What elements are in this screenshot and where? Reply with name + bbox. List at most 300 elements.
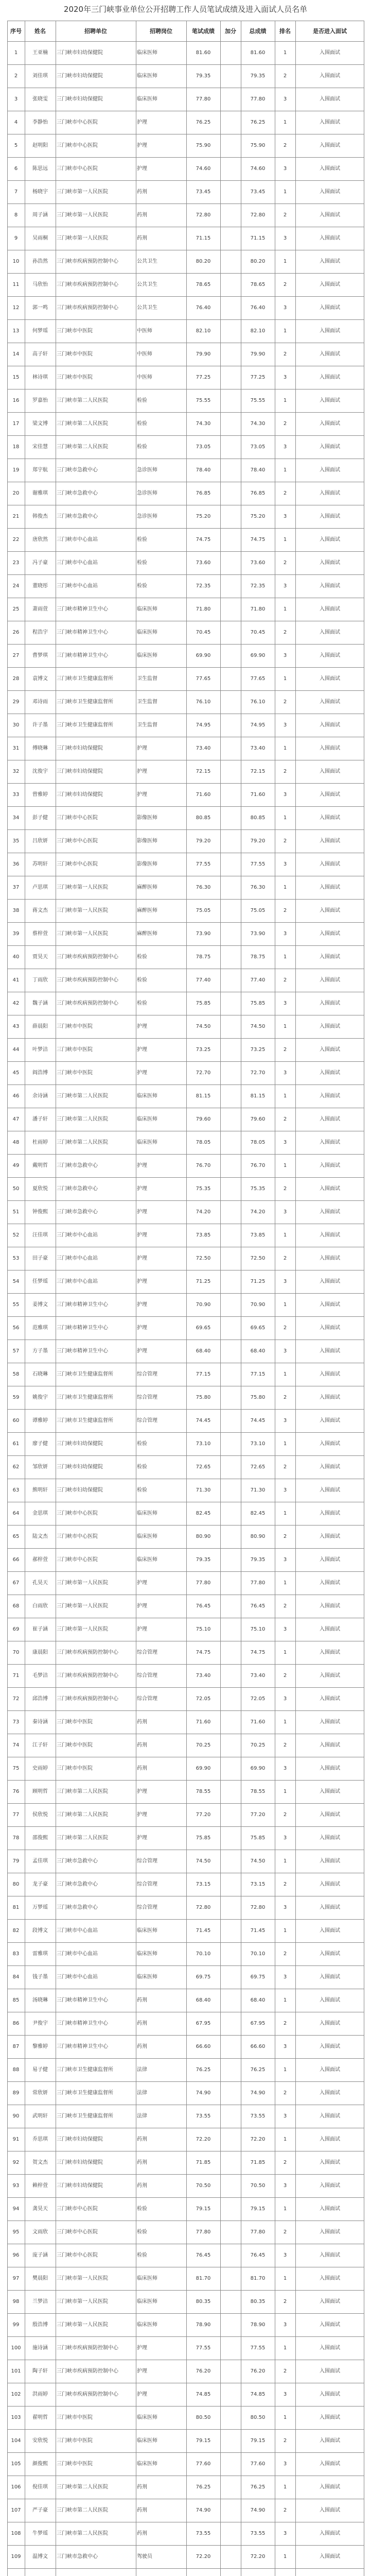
cell-result: 入围面试: [320, 583, 340, 589]
cell-rank: 3: [283, 861, 287, 867]
cell-rank: 2: [283, 908, 287, 913]
cell-index: 22: [12, 537, 20, 543]
cell-total-score: 73.40: [250, 745, 266, 751]
cell-name: 马欣怡: [32, 282, 48, 287]
cell-name: 丁雨欣: [32, 977, 48, 983]
cell-total-score: 75.55: [250, 398, 266, 403]
cell-name: 邵俊熙: [32, 1835, 48, 1841]
cell-bonus: [220, 157, 241, 180]
cell-written-score: 78.65: [196, 282, 211, 287]
cell-unit: 三门峡市第二人民医院: [57, 398, 108, 403]
cell-rank: 1: [283, 1997, 287, 2003]
cell-result: 入围面试: [320, 2392, 340, 2397]
cell-total-score: 76.25: [250, 2484, 266, 2490]
cell-result: 入围面试: [320, 676, 340, 682]
cell-bonus: [220, 1154, 241, 1177]
cell-written-score: 73.10: [196, 1441, 211, 1447]
cell-index: 92: [12, 2160, 20, 2165]
row-divider: [7, 1061, 364, 1062]
cell-post: 临床医师: [137, 1116, 157, 1122]
cell-name: 周子涵: [32, 212, 48, 218]
cell-post: 检验: [137, 1001, 147, 1006]
cell-total-score: 82.10: [250, 328, 266, 334]
cell-written-score: 78.40: [196, 467, 211, 473]
cell-name: 许子墨: [32, 722, 48, 728]
cell-unit: 三门峡市精神卫生中心: [57, 1348, 108, 1354]
cell-post: 临床医师: [137, 1974, 157, 1980]
cell-bonus: [220, 2383, 241, 2406]
cell-total-score: 74.75: [250, 537, 266, 543]
cell-index: 83: [12, 1951, 20, 1957]
cell-bonus: [220, 760, 241, 783]
cell-written-score: 70.50: [196, 2183, 211, 2189]
cell-name: 冯子豪: [32, 560, 48, 566]
cell-index: 1: [14, 50, 18, 56]
cell-total-score: 72.15: [250, 769, 266, 774]
cell-index: 55: [12, 1302, 20, 1308]
cell-unit: 三门峡市中心医院: [57, 2229, 98, 2235]
cell-bonus: [220, 1131, 241, 1154]
cell-total-score: 72.70: [250, 1070, 266, 1076]
cell-unit: 三门峡市中医院: [57, 1070, 93, 1076]
cell-rank: 3: [283, 375, 287, 380]
cell-index: 17: [12, 421, 20, 427]
cell-unit: 三门峡市第一人民医院: [57, 2322, 108, 2328]
cell-name: 薛晨阳: [32, 1024, 48, 1029]
cell-unit: 三门峡市急救中心: [57, 1905, 98, 1910]
cell-result: 入围面试: [320, 1140, 340, 1145]
cell-bonus: [220, 1340, 241, 1363]
column-divider: [295, 21, 296, 2576]
cell-name: 钱子墨: [32, 1974, 48, 1980]
cell-index: 66: [12, 1557, 20, 1563]
cell-written-score: 80.50: [196, 2415, 211, 2420]
row-divider: [7, 574, 364, 575]
cell-rank: 3: [283, 1140, 287, 1145]
cell-result: 入围面试: [320, 1325, 340, 1331]
cell-rank: 1: [283, 815, 287, 821]
cell-written-score: 68.40: [196, 1997, 211, 2003]
cell-unit: 三门峡市中医院: [57, 1024, 93, 1029]
cell-total-score: 76.40: [250, 305, 266, 311]
row-divider: [7, 1316, 364, 1317]
cell-index: 104: [11, 2438, 21, 2444]
cell-total-score: 69.65: [250, 1325, 266, 1331]
cell-unit: 三门峡市第二人民医院: [57, 1789, 108, 1794]
column-header-post: 招聘岗位: [150, 27, 172, 35]
cell-post: 药剂: [137, 212, 147, 218]
cell-index: 84: [12, 1974, 20, 1980]
cell-post: 药剂: [137, 2137, 147, 2142]
cell-result: 入围面试: [320, 931, 340, 937]
cell-unit: 三门峡市中心血站: [57, 1928, 98, 1934]
cell-result: 入围面试: [320, 490, 340, 496]
column-header-result: 是否进入面试: [313, 27, 347, 35]
cell-total-score: 79.20: [250, 838, 266, 844]
cell-total-score: 77.65: [250, 676, 266, 682]
cell-total-score: 75.85: [250, 1835, 266, 1841]
cell-written-score: 77.25: [196, 375, 211, 380]
cell-rank: 2: [283, 2229, 287, 2235]
cell-unit: 三门峡市中心血站: [57, 560, 98, 566]
cell-rank: 3: [283, 1835, 287, 1841]
cell-total-score: 77.25: [250, 375, 266, 380]
cell-name: 傅晓琳: [32, 745, 48, 751]
cell-total-score: 76.45: [250, 1603, 266, 1609]
cell-index: 85: [12, 1997, 20, 2003]
cell-total-score: 68.40: [250, 1348, 266, 1354]
cell-written-score: 80.85: [196, 815, 211, 821]
cell-rank: 1: [283, 1928, 287, 1934]
cell-index: 45: [12, 1070, 20, 1076]
cell-bonus: [220, 667, 241, 690]
cell-bonus: [220, 389, 241, 412]
cell-rank: 2: [283, 1395, 287, 1400]
row-divider: [7, 899, 364, 900]
cell-result: 入围面试: [320, 977, 340, 983]
cell-total-score: 71.80: [250, 606, 266, 612]
cell-name: 彭子健: [32, 815, 48, 821]
cell-bonus: [220, 644, 241, 667]
cell-index: 46: [12, 1093, 20, 1099]
cell-index: 8: [14, 212, 18, 218]
cell-post: 护理: [137, 1835, 147, 1841]
row-divider: [7, 644, 364, 645]
cell-result: 入围面试: [320, 815, 340, 821]
cell-post: 检验: [137, 2229, 147, 2235]
cell-name: 宋佳慧: [32, 444, 48, 450]
cell-post: 急诊医师: [137, 467, 157, 473]
cell-unit: 三门峡市卫生健康监督所: [57, 722, 113, 728]
cell-bonus: [220, 1247, 241, 1270]
cell-bonus: [220, 459, 241, 482]
cell-unit: 三门峡市第二人民医院: [57, 1140, 108, 1145]
cell-result: 入围面试: [320, 1882, 340, 1887]
cell-post: 检验: [137, 954, 147, 960]
cell-result: 入围面试: [320, 1464, 340, 1470]
cell-result: 入围面试: [320, 699, 340, 705]
cell-result: 入围面试: [320, 1928, 340, 1934]
cell-post: 影像医师: [137, 838, 157, 844]
cell-bonus: [220, 2429, 241, 2452]
cell-post: 药剂: [137, 2044, 147, 2049]
cell-index: 30: [12, 722, 20, 728]
cell-index: 10: [12, 259, 20, 264]
cell-name: 常欣妍: [32, 2090, 48, 2096]
cell-result: 入围面试: [320, 537, 340, 543]
cell-rank: 3: [283, 2461, 287, 2467]
cell-post: 护理: [137, 1812, 147, 1818]
cell-result: 入围面试: [320, 722, 340, 728]
cell-total-score: 79.60: [250, 1116, 266, 1122]
cell-index: 63: [12, 1487, 20, 1493]
cell-written-score: 76.10: [196, 699, 211, 705]
cell-rank: 2: [283, 73, 287, 79]
cell-bonus: [220, 88, 241, 111]
cell-bonus: [220, 2267, 241, 2290]
cell-post: 检验: [137, 977, 147, 983]
cell-bonus: [220, 2035, 241, 2058]
cell-written-score: 75.35: [196, 1186, 211, 1192]
cell-bonus: [220, 783, 241, 806]
cell-post: 临床医师: [137, 2322, 157, 2328]
cell-post: 护理: [137, 1047, 147, 1053]
cell-index: 94: [12, 2206, 20, 2212]
cell-written-score: 76.25: [196, 2484, 211, 2490]
cell-index: 31: [12, 745, 20, 751]
cell-written-score: 68.40: [196, 1348, 211, 1354]
cell-rank: 2: [283, 1534, 287, 1539]
cell-unit: 三门峡市妇幼保健院: [57, 73, 103, 79]
cell-rank: 3: [283, 2113, 287, 2119]
cell-result: 入围面试: [320, 2276, 340, 2281]
cell-total-score: 76.85: [250, 490, 266, 496]
cell-name: 乔思琪: [32, 2137, 48, 2142]
cell-total-score: 80.90: [250, 1534, 266, 1539]
cell-post: 综合管理: [137, 1882, 157, 1887]
row-divider: [7, 690, 364, 691]
cell-index: 96: [12, 2252, 20, 2258]
cell-unit: 三门峡市中心医院: [57, 1557, 98, 1563]
row-divider: [7, 157, 364, 158]
cell-unit: 三门峡市中心血站: [57, 583, 98, 589]
cell-name: 谭雅婷: [32, 1418, 48, 1423]
cell-result: 入围面试: [320, 2461, 340, 2467]
cell-total-score: 76.25: [250, 2067, 266, 2073]
cell-bonus: [220, 2244, 241, 2267]
cell-name: 吕欣妍: [32, 838, 48, 844]
cell-unit: 三门峡市急救中心: [57, 1858, 98, 1864]
cell-index: 39: [12, 931, 20, 937]
cell-index: 41: [12, 977, 20, 983]
cell-unit: 三门峡市中医院: [57, 2438, 93, 2444]
cell-rank: 1: [283, 1232, 287, 1238]
cell-rank: 2: [283, 2021, 287, 2026]
cell-index: 18: [12, 444, 20, 450]
cell-bonus: [220, 2545, 241, 2568]
cell-post: 护理: [137, 1789, 147, 1794]
cell-unit: 三门峡市精神卫生中心: [57, 653, 108, 658]
cell-total-score: 71.25: [250, 1279, 266, 1284]
column-header-name: 姓名: [34, 27, 46, 35]
cell-post: 临床医师: [137, 50, 157, 56]
cell-index: 6: [14, 166, 18, 172]
cell-bonus: [220, 111, 241, 134]
cell-result: 入围面试: [320, 1858, 340, 1864]
cell-unit: 三门峡市第一人民医院: [57, 2276, 108, 2281]
cell-post: 综合管理: [137, 1905, 157, 1910]
row-divider: [7, 2035, 364, 2036]
cell-index: 12: [12, 305, 20, 311]
cell-index: 97: [12, 2276, 20, 2281]
cell-post: 药剂: [137, 2183, 147, 2189]
row-divider: [7, 1525, 364, 1526]
row-divider: [7, 2081, 364, 2082]
cell-unit: 三门峡市中心血站: [57, 1974, 98, 1980]
cell-result: 入围面试: [320, 120, 340, 125]
cell-rank: 3: [283, 653, 287, 658]
cell-bonus: [220, 250, 241, 273]
cell-bonus: [220, 1734, 241, 1757]
cell-post: 综合管理: [137, 1858, 157, 1864]
cell-rank: 1: [283, 467, 287, 473]
cell-total-score: 77.55: [250, 2345, 266, 2351]
cell-unit: 三门峡市卫生健康监督所: [57, 699, 113, 705]
cell-total-score: 77.80: [250, 1580, 266, 1586]
cell-index: 16: [12, 398, 20, 403]
cell-rank: 1: [283, 1302, 287, 1308]
cell-bonus: [220, 598, 241, 621]
cell-written-score: 79.15: [196, 2438, 211, 2444]
cell-index: 24: [12, 583, 20, 589]
row-divider: [7, 1154, 364, 1155]
cell-unit: 三门峡市中医院: [57, 328, 93, 334]
cell-result: 入围面试: [320, 2067, 340, 2073]
cell-post: 护理: [137, 1302, 147, 1308]
cell-result: 入围面试: [320, 1302, 340, 1308]
cell-written-score: 75.10: [196, 1626, 211, 1632]
cell-written-score: 77.55: [196, 2345, 211, 2351]
cell-bonus: [220, 296, 241, 319]
cell-index: 73: [12, 1719, 20, 1725]
cell-name: 贺文杰: [32, 2160, 48, 2165]
cell-index: 91: [12, 2137, 20, 2142]
cell-name: 董晓彤: [32, 583, 48, 589]
cell-bonus: [220, 574, 241, 598]
cell-bonus: [220, 1641, 241, 1664]
cell-post: 检验: [137, 1464, 147, 1470]
cell-result: 入围面试: [320, 560, 340, 566]
cell-result: 入围面试: [320, 1232, 340, 1238]
cell-name: 侯欣悦: [32, 1812, 48, 1818]
cell-result: 入围面试: [320, 1024, 340, 1029]
cell-total-score: 71.45: [250, 1928, 266, 1934]
cell-index: 87: [12, 2044, 20, 2049]
cell-result: 入围面试: [320, 1418, 340, 1423]
cell-result: 入围面试: [320, 1603, 340, 1609]
cell-total-score: 77.40: [250, 977, 266, 983]
cell-written-score: 74.50: [196, 1024, 211, 1029]
cell-unit: 三门峡市妇幼保健院: [57, 50, 103, 56]
cell-bonus: [220, 2290, 241, 2313]
cell-total-score: 72.05: [250, 1696, 266, 1702]
cell-bonus: [220, 1780, 241, 1803]
cell-written-score: 82.10: [196, 328, 211, 334]
row-divider: [7, 945, 364, 946]
cell-written-score: 79.60: [196, 1116, 211, 1122]
cell-name: 林诗琪: [32, 375, 48, 380]
cell-result: 入围面试: [320, 2113, 340, 2119]
cell-rank: 1: [283, 2415, 287, 2420]
cell-total-score: 78.05: [250, 1140, 266, 1145]
cell-name: [25, 2568, 56, 2576]
cell-index: 20: [12, 490, 20, 496]
cell-bonus: [220, 1757, 241, 1780]
cell-total-score: 77.60: [250, 2461, 266, 2467]
row-divider: [7, 1038, 364, 1039]
cell-post: 护理: [137, 1232, 147, 1238]
cell-total-score: 72.80: [250, 212, 266, 218]
cell-result: 入围面试: [320, 653, 340, 658]
cell-name: 王亚楠: [32, 50, 48, 56]
cell-bonus: [220, 2174, 241, 2197]
cell-unit: 三门峡市急救中心: [57, 490, 98, 496]
cell-bonus: [220, 2336, 241, 2360]
cell-name: 施诗涵: [32, 2345, 48, 2351]
cell-result: 入围面试: [320, 2183, 340, 2189]
cell-name: 毛梦洁: [32, 1673, 48, 1679]
cell-written-score: 69.90: [196, 653, 211, 658]
cell-total-score: 75.05: [250, 908, 266, 913]
cell-written-score: 77.80: [196, 1580, 211, 1586]
cell-bonus: [220, 621, 241, 644]
cell-unit: 三门峡市第二人民医院: [57, 444, 108, 450]
cell-name: 樊晨阳: [32, 2276, 48, 2281]
cell-unit: 三门峡市疾病预防控制中心: [57, 1673, 118, 1679]
cell-rank: 3: [283, 2183, 287, 2189]
cell-result: 入围面试: [320, 1395, 340, 1400]
cell-bonus: [220, 1873, 241, 1896]
cell-result: 入围面试: [320, 2021, 340, 2026]
cell-index: 72: [12, 1696, 20, 1702]
row-divider: [7, 829, 364, 830]
cell-name: 严子豪: [32, 2507, 48, 2513]
cell-written-score: 71.80: [196, 606, 211, 612]
cell-index: 60: [12, 1418, 20, 1423]
cell-bonus: [220, 1502, 241, 1525]
row-divider: [7, 435, 364, 436]
cell-post: 临床医师: [137, 1140, 157, 1145]
cell-index: 54: [12, 1279, 20, 1284]
cell-post: 护理: [137, 143, 147, 148]
cell-result: 入围面试: [320, 212, 340, 218]
cell-name: 安欣悦: [32, 2438, 48, 2444]
cell-index: 11: [12, 282, 20, 287]
cell-bonus: [220, 1386, 241, 1409]
cell-rank: 3: [283, 1696, 287, 1702]
cell-total-score: 72.20: [250, 2137, 266, 2142]
cell-bonus: [220, 2452, 241, 2476]
row-divider: [7, 2174, 364, 2175]
cell-unit: 三门峡市第二人民医院: [57, 1835, 108, 1841]
cell-rank: 2: [283, 1464, 287, 1470]
cell-written-score: 70.25: [196, 1742, 211, 1748]
cell-rank: 1: [283, 2276, 287, 2281]
cell-unit: 三门峡市疾病预防控制中心: [57, 259, 118, 264]
row-divider: [7, 1455, 364, 1456]
cell-name: 杜雨婷: [32, 1140, 48, 1145]
cell-rank: 1: [283, 1511, 287, 1516]
cell-post: 临床医师: [137, 630, 157, 635]
cell-bonus: [220, 1224, 241, 1247]
cell-post: 法律: [137, 2113, 147, 2119]
cell-rank: 3: [283, 166, 287, 172]
document-title: 2020年三门峡事业单位公开招聘工作人员笔试成绩及进入面试人员名单: [63, 5, 308, 14]
cell-result: 入围面试: [320, 1951, 340, 1957]
cell-post: 综合管理: [137, 1696, 157, 1702]
cell-unit: 三门峡市疾病预防控制中心: [57, 1001, 118, 1006]
cell-unit: 三门峡市第一人民医院: [57, 885, 108, 890]
cell-total-score: 72.50: [250, 1256, 266, 1261]
cell-name: 秦诗涵: [32, 1719, 48, 1725]
cell-written-score: 73.90: [196, 931, 211, 937]
cell-total-score: 74.75: [250, 1650, 266, 1655]
cell-name: 刘佳琪: [32, 73, 48, 79]
cell-index: 100: [11, 2345, 21, 2351]
cell-result: 入围面试: [320, 1812, 340, 1818]
cell-total-score: 73.85: [250, 1232, 266, 1238]
cell-index: 107: [11, 2507, 21, 2513]
